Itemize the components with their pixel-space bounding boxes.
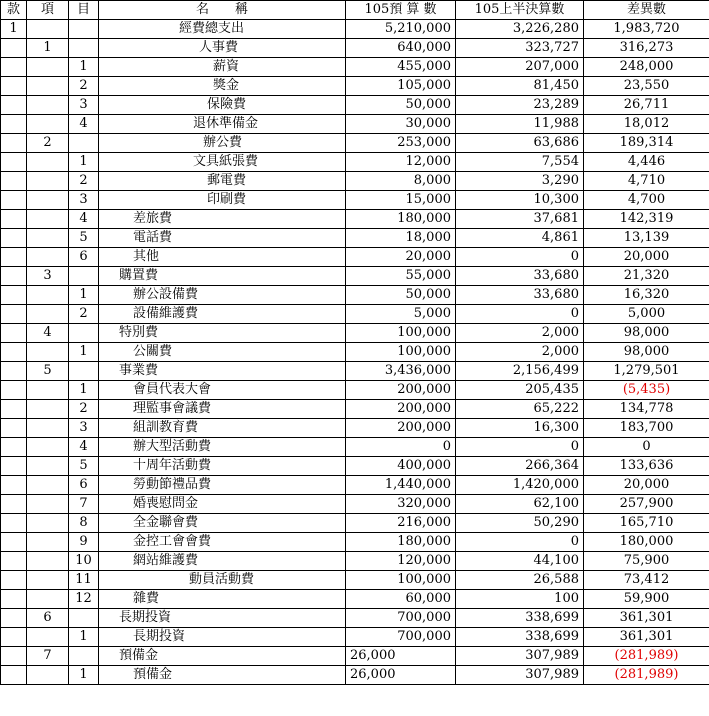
cell-budget: 200,000 [346,419,456,438]
cell-name: 電話費 [99,229,346,248]
cell-budget: 18,000 [346,229,456,248]
cell-diff: 5,000 [584,305,709,324]
cell-kuan [1,628,27,647]
cell-budget: 100,000 [346,571,456,590]
table-row [1,571,709,590]
cell-diff: 21,320 [584,267,709,286]
header-mu: 目 [69,1,99,20]
cell-diff: (281,989) [584,647,709,666]
cell-xiang [27,590,69,609]
cell-xiang: 1 [27,39,69,58]
cell-kuan [1,248,27,267]
cell-name: 薪資 [99,58,346,77]
cell-mu: 2 [69,77,99,96]
cell-half-actual: 0 [456,248,584,267]
cell-xiang [27,191,69,210]
cell-mu: 6 [69,476,99,495]
cell-budget: 320,000 [346,495,456,514]
cell-kuan [1,457,27,476]
cell-mu: 1 [69,343,99,362]
cell-half-actual: 2,000 [456,324,584,343]
cell-half-actual: 0 [456,533,584,552]
cell-xiang [27,514,69,533]
cell-half-actual: 16,300 [456,419,584,438]
table-row [1,248,709,267]
table-row [1,419,709,438]
cell-half-actual: 100 [456,590,584,609]
cell-xiang [27,400,69,419]
header-half-actual: 105上半決算數 [456,1,584,20]
cell-xiang [27,457,69,476]
header-diff: 差異數 [584,1,709,20]
cell-name: 設備維護費 [99,305,346,324]
cell-mu: 1 [69,666,99,685]
cell-name: 會員代表大會 [99,381,346,400]
cell-diff: 0 [584,438,709,457]
cell-diff: 361,301 [584,609,709,628]
cell-name: 保險費 [99,96,346,115]
cell-xiang [27,153,69,172]
table-row [1,362,709,381]
cell-mu: 3 [69,419,99,438]
cell-mu: 11 [69,571,99,590]
cell-xiang: 3 [27,267,69,286]
cell-half-actual: 65,222 [456,400,584,419]
cell-half-actual: 11,988 [456,115,584,134]
cell-name: 印刷費 [99,191,346,210]
table-row [1,381,709,400]
cell-half-actual: 44,100 [456,552,584,571]
cell-diff: 98,000 [584,324,709,343]
cell-budget: 60,000 [346,590,456,609]
cell-name: 長期投資 [99,609,346,628]
cell-xiang [27,533,69,552]
cell-name: 郵電費 [99,172,346,191]
cell-diff: (5,435) [584,381,709,400]
cell-budget: 50,000 [346,96,456,115]
table-row [1,666,709,685]
cell-xiang: 7 [27,647,69,666]
header-budget: 105預 算 數 [346,1,456,20]
cell-diff: 75,900 [584,552,709,571]
cell-half-actual: 307,989 [456,666,584,685]
cell-mu [69,324,99,343]
cell-kuan [1,552,27,571]
cell-xiang [27,628,69,647]
cell-budget: 100,000 [346,343,456,362]
cell-mu: 5 [69,229,99,248]
header-kuan: 款 [1,1,27,20]
cell-mu: 9 [69,533,99,552]
cell-name: 十周年活動費 [99,457,346,476]
cell-xiang [27,172,69,191]
cell-kuan [1,191,27,210]
cell-xiang [27,476,69,495]
cell-kuan [1,172,27,191]
cell-budget: 5,210,000 [346,20,456,39]
table-row [1,324,709,343]
cell-mu: 4 [69,115,99,134]
cell-mu: 8 [69,514,99,533]
cell-budget: 180,000 [346,210,456,229]
cell-mu [69,20,99,39]
cell-xiang [27,495,69,514]
cell-kuan [1,419,27,438]
cell-diff: 73,412 [584,571,709,590]
cell-xiang [27,419,69,438]
cell-mu [69,134,99,153]
cell-half-actual: 3,226,280 [456,20,584,39]
cell-xiang [27,210,69,229]
cell-kuan [1,362,27,381]
cell-name: 辦大型活動費 [99,438,346,457]
cell-budget: 100,000 [346,324,456,343]
cell-mu: 6 [69,248,99,267]
table-row [1,191,709,210]
cell-diff: 20,000 [584,248,709,267]
cell-diff: 98,000 [584,343,709,362]
cell-kuan [1,115,27,134]
cell-budget: 0 [346,438,456,457]
cell-name: 網站維護費 [99,552,346,571]
cell-budget: 400,000 [346,457,456,476]
cell-half-actual: 266,364 [456,457,584,476]
cell-diff: 316,273 [584,39,709,58]
cell-diff: 134,778 [584,400,709,419]
cell-half-actual: 23,289 [456,96,584,115]
cell-half-actual: 3,290 [456,172,584,191]
cell-xiang [27,286,69,305]
table-row [1,229,709,248]
cell-budget: 30,000 [346,115,456,134]
cell-mu: 3 [69,96,99,115]
cell-half-actual: 33,680 [456,267,584,286]
cell-diff: 183,700 [584,419,709,438]
cell-xiang [27,77,69,96]
cell-mu: 4 [69,210,99,229]
cell-budget: 700,000 [346,628,456,647]
cell-half-actual: 1,420,000 [456,476,584,495]
cell-name: 金控工會會費 [99,533,346,552]
table-row [1,476,709,495]
cell-diff: 257,900 [584,495,709,514]
cell-half-actual: 338,699 [456,609,584,628]
cell-xiang: 6 [27,609,69,628]
cell-xiang: 4 [27,324,69,343]
table-row [1,172,709,191]
cell-name: 全金聯會費 [99,514,346,533]
cell-mu: 4 [69,438,99,457]
cell-name: 公關費 [99,343,346,362]
cell-mu: 1 [69,286,99,305]
table-row [1,457,709,476]
cell-name: 預備金 [99,647,346,666]
table-row [1,267,709,286]
cell-half-actual: 207,000 [456,58,584,77]
cell-half-actual: 63,686 [456,134,584,153]
cell-mu [69,362,99,381]
cell-diff: 248,000 [584,58,709,77]
table-row [1,115,709,134]
cell-half-actual: 7,554 [456,153,584,172]
cell-half-actual: 205,435 [456,381,584,400]
cell-xiang [27,381,69,400]
cell-name: 辦公費 [99,134,346,153]
cell-xiang [27,343,69,362]
cell-xiang [27,115,69,134]
cell-budget: 253,000 [346,134,456,153]
cell-budget: 180,000 [346,533,456,552]
cell-mu: 10 [69,552,99,571]
table-row [1,533,709,552]
cell-name: 獎金 [99,77,346,96]
cell-name: 文具紙張費 [99,153,346,172]
cell-kuan [1,134,27,153]
cell-kuan [1,533,27,552]
table-row [1,552,709,571]
cell-name: 退休準備金 [99,115,346,134]
cell-xiang: 2 [27,134,69,153]
cell-budget: 8,000 [346,172,456,191]
cell-name: 特別費 [99,324,346,343]
cell-half-actual: 33,680 [456,286,584,305]
table-row [1,210,709,229]
cell-half-actual: 81,450 [456,77,584,96]
cell-kuan [1,514,27,533]
cell-diff: 1,279,501 [584,362,709,381]
cell-budget: 26,000 [346,647,456,666]
cell-kuan [1,39,27,58]
table-row [1,400,709,419]
header-name: 名 稱 [99,1,346,20]
table-row [1,58,709,77]
cell-budget: 3,436,000 [346,362,456,381]
cell-name: 其他 [99,248,346,267]
cell-name: 辦公設備費 [99,286,346,305]
cell-budget: 26,000 [346,666,456,685]
table-row [1,20,709,39]
cell-name: 預備金 [99,666,346,685]
cell-budget: 105,000 [346,77,456,96]
cell-kuan [1,58,27,77]
table-body [1,20,709,685]
cell-name: 購置費 [99,267,346,286]
cell-kuan [1,210,27,229]
cell-name: 婚喪慰問金 [99,495,346,514]
cell-diff: 4,710 [584,172,709,191]
cell-mu [69,647,99,666]
table-row [1,647,709,666]
table-row [1,438,709,457]
cell-diff: (281,989) [584,666,709,685]
cell-diff: 20,000 [584,476,709,495]
cell-xiang [27,552,69,571]
cell-budget: 200,000 [346,381,456,400]
cell-diff: 361,301 [584,628,709,647]
cell-name: 理監事會議費 [99,400,346,419]
cell-kuan [1,286,27,305]
cell-kuan [1,400,27,419]
cell-budget: 15,000 [346,191,456,210]
cell-xiang [27,438,69,457]
cell-diff: 16,320 [584,286,709,305]
cell-kuan [1,96,27,115]
cell-budget: 216,000 [346,514,456,533]
cell-kuan [1,438,27,457]
cell-name: 動員活動費 [99,571,346,590]
table-row [1,153,709,172]
cell-xiang [27,305,69,324]
cell-xiang [27,571,69,590]
cell-diff: 18,012 [584,115,709,134]
cell-kuan [1,381,27,400]
cell-name: 勞動節禮品費 [99,476,346,495]
cell-diff: 13,139 [584,229,709,248]
cell-xiang [27,58,69,77]
table-row [1,495,709,514]
cell-mu: 2 [69,305,99,324]
cell-kuan [1,495,27,514]
cell-budget: 640,000 [346,39,456,58]
cell-budget: 200,000 [346,400,456,419]
cell-kuan [1,77,27,96]
cell-name: 組訓教育費 [99,419,346,438]
cell-xiang [27,248,69,267]
cell-xiang: 5 [27,362,69,381]
cell-kuan [1,590,27,609]
cell-mu: 3 [69,191,99,210]
cell-mu: 7 [69,495,99,514]
cell-name: 雜費 [99,590,346,609]
cell-budget: 455,000 [346,58,456,77]
cell-half-actual: 307,989 [456,647,584,666]
cell-half-actual: 50,290 [456,514,584,533]
cell-half-actual: 62,100 [456,495,584,514]
cell-budget: 5,000 [346,305,456,324]
cell-mu [69,609,99,628]
cell-half-actual: 0 [456,305,584,324]
table-row [1,514,709,533]
cell-mu: 2 [69,400,99,419]
cell-name: 人事費 [99,39,346,58]
table-row [1,96,709,115]
cell-kuan [1,153,27,172]
cell-kuan [1,267,27,286]
cell-budget: 700,000 [346,609,456,628]
cell-half-actual: 2,156,499 [456,362,584,381]
cell-mu: 1 [69,628,99,647]
cell-kuan [1,343,27,362]
cell-mu [69,39,99,58]
cell-kuan [1,666,27,685]
cell-budget: 20,000 [346,248,456,267]
cell-kuan [1,324,27,343]
cell-diff: 189,314 [584,134,709,153]
cell-name: 長期投資 [99,628,346,647]
header-xiang: 項 [27,1,69,20]
cell-mu: 5 [69,457,99,476]
cell-name: 事業費 [99,362,346,381]
cell-kuan: 1 [1,20,27,39]
cell-diff: 1,983,720 [584,20,709,39]
cell-kuan [1,647,27,666]
cell-budget: 50,000 [346,286,456,305]
cell-half-actual: 0 [456,438,584,457]
cell-diff: 4,446 [584,153,709,172]
cell-kuan [1,229,27,248]
cell-kuan [1,476,27,495]
cell-half-actual: 4,861 [456,229,584,248]
header-row [1,1,709,20]
cell-budget: 12,000 [346,153,456,172]
cell-diff: 142,319 [584,210,709,229]
cell-mu: 12 [69,590,99,609]
table-row [1,628,709,647]
cell-xiang [27,20,69,39]
cell-mu: 1 [69,153,99,172]
cell-mu: 1 [69,381,99,400]
cell-kuan [1,305,27,324]
cell-half-actual: 2,000 [456,343,584,362]
cell-half-actual: 37,681 [456,210,584,229]
cell-diff: 26,711 [584,96,709,115]
cell-xiang [27,96,69,115]
cell-mu [69,267,99,286]
cell-mu: 2 [69,172,99,191]
cell-budget: 120,000 [346,552,456,571]
cell-half-actual: 26,588 [456,571,584,590]
table-row [1,305,709,324]
table-row [1,343,709,362]
table-row [1,609,709,628]
table-row [1,134,709,153]
cell-kuan [1,609,27,628]
cell-half-actual: 338,699 [456,628,584,647]
cell-budget: 55,000 [346,267,456,286]
cell-half-actual: 323,727 [456,39,584,58]
table-row [1,590,709,609]
cell-diff: 4,700 [584,191,709,210]
cell-name: 經費總支出 [99,20,346,39]
cell-name: 差旅費 [99,210,346,229]
cell-xiang [27,229,69,248]
table-row [1,39,709,58]
table-row [1,77,709,96]
cell-half-actual: 10,300 [456,191,584,210]
cell-diff: 180,000 [584,533,709,552]
cell-kuan [1,571,27,590]
cell-diff: 23,550 [584,77,709,96]
table-row [1,286,709,305]
cell-xiang [27,666,69,685]
cell-diff: 133,636 [584,457,709,476]
cell-diff: 165,710 [584,514,709,533]
cell-diff: 59,900 [584,590,709,609]
cell-budget: 1,440,000 [346,476,456,495]
cell-mu: 1 [69,58,99,77]
